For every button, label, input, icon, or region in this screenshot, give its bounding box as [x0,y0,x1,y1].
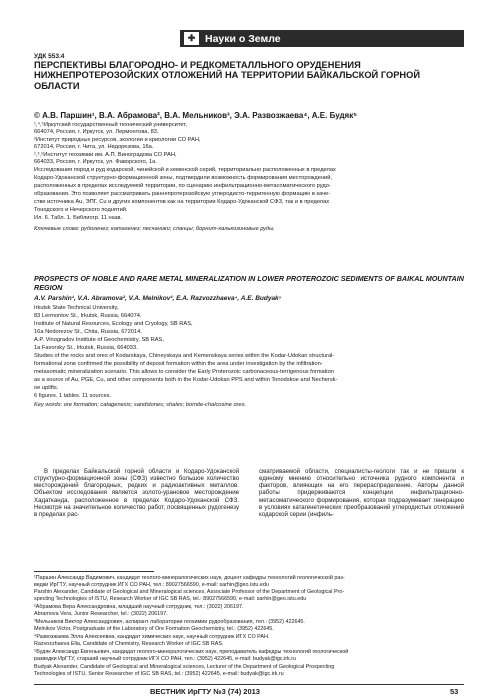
article-title-en: PROSPECTS OF NOBLE AND RARE METAL MINERALIZATION IN LOWER PROTEROZOIC SEDIMENTS OF BAIKAL MOUNTAIN REGION [34,274,464,292]
page-number: 53 [450,687,459,696]
udk-code: УДК 553.4 [34,53,65,60]
article-title-ru: ПЕРСПЕКТИВЫ БЛАГОРОДНО- И РЕДКОМЕТАЛЛЬНОГО ОРУДЕНЕНИЯ НИЖНЕПРОТЕРОЗОЙСКИХ ОТЛОЖЕНИЙ НА ТЕРРИТОРИИ БАЙКАЛЬСКОЙ ГОРНОЙ ОБЛАСТИ [34,60,421,91]
authors-en: A.V. Parshin¹, V.A. Abramova², V.A. Melnikov³, E.A. Razvozzhaeva⁴, A.E. Budyak⁵ [34,295,282,302]
section-title: Науки о Земле [205,32,281,45]
keywords-ru: Ключевые слова: рудогенез; катагенез; песчаники; сланцы; борнит-халькозиновые руды. [34,226,275,232]
footnote-divider [34,571,154,572]
journal-issue: ВЕСТНИК ИрГТУ №3 (74) 2013 [150,687,260,696]
earth-section-icon: ✚ [184,32,199,45]
journal-page: ✚ Науки о Земле УДК 553.4 ПЕРСПЕКТИВЫ БЛАГОРОДНО- И РЕДКОМЕТАЛЛЬНОГО ОРУДЕНЕНИЯ НИЖНЕПРОТЕРОЗОЙСКИХ ОТЛОЖЕНИЙ НА ТЕРРИТОРИИ БАЙКАЛЬСКОЙ ГОРНОЙ ОБЛАСТИ © А.В. Паршин¹, В.А. Абрамова², В.А. Мельников³, Э.А. Развозжаева⁴, А.Е. Будяк⁵ ¹,⁴,⁵Иркутский государственный технический университет, 664074, Россия, г. Иркутск, ул. Лермонтова, 83. ²Институт природных ресурсов, экологии и криологии СО РАН, 672014, Россия, г. Чита, ул. Недорезова, 16а. ¹,³,⁵Институт геохимии им. А.П. Виноградова СО РАН, 664033, Россия, г. Иркутск, ул. Фаворского, 1а. Исследования пород и руд кодарской, чинейской и кеменской серий, территориально расположенных в пределах Кодаро-Удоканской структурно-формационной зоны, подтвердили возможность формирования месторождений, расположенных в пределах исследуемой территории, по сценарию инфильтрационно-метасоматического рудо- образования. Это позволяет рассматривать раннепротерозойскую углеродисто-терригенную формацию в каче- стве источника Au, ЭПГ, Cu и других компонентов как на территории Кодаро-Удоканской СФЗ, так и в пределах Тонодского и Нечерского поднятий. Ил. 6. Табл. 1. Библиогр. 11 назв. Ключевые слова: рудогенез; катагенез; песчаники; сланцы; борнит-халькозиновые руды. PROSPECTS OF NOBLE AND RARE METAL MINERALIZATION IN LOWER PROTEROZOIC SEDIMENTS OF BAIKAL MOUNTAIN REGION A.V. Parshin¹, V.A. Abramova², V.A. Melnikov³, E.A. Razvozzhaeva⁴, A.E. Budyak⁵ Irkutsk State Technical University, 83 Lermontov St., Irkutsk, Russia, 664074. Institute of Natural Resources, Ecology and Cryology, SB RAS, 16a Nedorezov St., Chita, Russia, 672014. A.P. Vinogradov Institute of Geochemistry, SB RAS, 1a Favorsky St., Irkutsk, Russia, 664033. Studies of the rocks and ores of Kodarskaya, Chineyskaya and Kemenskaya series within the Kodar-Udokan structural- formational zone confirmed the possibility of deposit formation within the area under investigation by the infiltration- metasomatic mineralization scenario. This allows to consider the Early Proterozoic carbonaceous-terrigenous formation as a source of Au, PGE, Cu, and other components both in the Kodar-Udokan PPS and within Tonodskoe and Nechersk- oe uplifts. 6 figures. 1 tables. 11 sources. Key words: ore formation; catagenesis; sandstones; shales; bornite-chalcosine ores. В пределах Байкальской горной области и Кодаро-Удоканской структурно-формационной зоны (СФЗ) известно большое количество месторождений благородных, редких и радиоактивных металлов. Объектом исследования является золото-урановое месторождение Хадатканда, расположенное в пределах Кодаро-Удоканской СФЗ. Несмотря на значительное количество работ, посвященных рудогенезу в пределах рас- сматриваемой области, специалисты-геологи так и не пришли к единому мнению относительно источника рудного компонента и факторов, влияющих на его перераспределение. Авторы данной работы придерживаются концепции инфильтрационно-метасоматического формирования, которая подразумевает генерацию в условиях катагенетических преобразований углеродистых отложений кодарской серии (инфиль- ¹Паршин Александр Вадимович, кандидат геолого-минералогических наук, доцент кафедры технологий геологической раз- ведки ИрГТУ, научный сотрудник ИГХ СО РАН, тел.: 89027566590, e-mail: sarhin@geo.istu.edu Parshin Alexander, Candidate of Geological and Mineralogical sciences, Associate Professor of the Department of Geological Pro- specting Technologies of ISTU, Research Worker of IGC SB RAS, tel.: 89027566590, e-mail: sarhin@geo.istu.edu ²Абрамова Вера Александровна, младший научный сотрудник, тел.: (3022) 206197. Abramova Vera, Junior Researcher, tel.: (3022) 206197. ³Мельников Виктор Александрович, аспирант лаборатории геохимии рудообразования, тел.: (3952) 422645. Melnikov Victor, Postgraduate of the Laboratory of Ore Formation Geochemistry, tel.: (3952) 422645. ⁴Развозжаева Элла Алексеевна, кандидат химических наук, научный сотрудник ИГХ СО РАН. Razvozzhaeva Ella, Candidate of Chemistry, Research Worker of IGC SB RAS. ⁵Будяк Александр Евгеньевич, кандидат геолого-минералогических наук, преподаватель кафедры технологий геологической разведки ИрГТУ, старший научный сотрудник ИГХ СО РАН, тел.: (3952) 422645, e-mail: budyak@igc.irk.ru Budyak Alexander, Candidate of Geological and Mineralogical sciences, Lecturer of the Department of Geological Prospecting Technologies of ISTU, Senior Researcher of IGC SB RAS, tel.: (3952) 422645, e-mail: budyak@igc.irk.ru ВЕСТНИК ИрГТУ №3 (74) 2013 53 [0,0,500,700]
section-header [180,30,464,47]
authors-ru: © А.В. Паршин¹, В.А. Абрамова², В.А. Мельников³, Э.А. Развозжаева⁴, А.Е. Будяк⁵ [34,111,357,120]
body-column-right: сматриваемой области, специалисты-геологи так и не пришли к единому мнению относительно источника рудного компонента и факторов, влияющих на его перераспределение. Авторы данной работы придерживаются концепции инфильтрационно-метасоматического формирования, которая подразумевает генерацию в условиях катагенетических преобразований углеродистых отложений кодарской серии (инфиль- [259,468,464,518]
footer-divider [34,684,464,685]
keywords-en: Key words: ore formation; catagenesis; sandstones; shales; bornite-chalcosine ores. [34,402,247,408]
body-column-left: В пределах Байкальской горной области и Кодаро-Удоканской структурно-формационной зоны (СФЗ) известно большое количество месторождений благородных, редких и радиоактивных металлов. Объектом исследования является золото-урановое месторождение Хадатканда, расположенное в пределах Кодаро-Удоканской СФЗ. Несмотря на значительное количество работ, посвященных рудогенезу в пределах рас- [34,468,239,518]
